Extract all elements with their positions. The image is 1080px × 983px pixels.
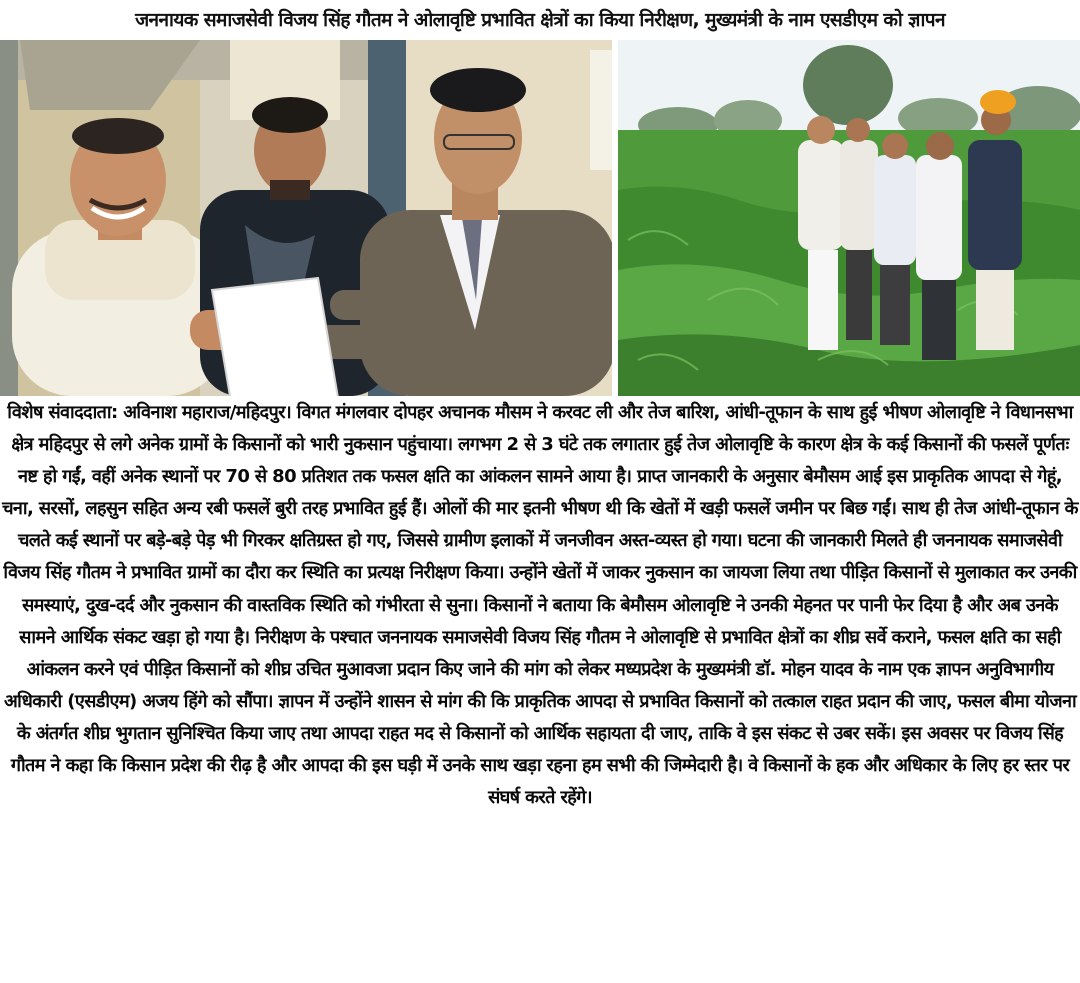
article-body: विशेष संवाददाता: अविनाश महाराज/महिदपुर। विगत मंगलवार दोपहर अचानक मौसम ने करवट ली और तेज बारिश, आंधी-तूफान के साथ हुई भीषण ओलावृष्टि ने विधानसभा क्षेत्र महिदपुर से लगे अनेक ग्रामों के किसानों को भारी नुकसान पहुंचाया। लगभग 2 से 3 घंटे तक लगातार हुई तेज ओलावृष्टि के कारण क्षेत्र के कई किसानों की फसलें पूर्णतः नष्ट हो गईं, वहीं अनेक स्थानों पर 70 से 80 प्रतिशत तक फसल क्षति का आंकलन सामने आया है। प्राप्त जानकारी के अनुसार बेमौसम आई इस प्राकृतिक आपदा से गेहूं, चना, सरसों, लहसुन सहित अन्य रबी फसलें बुरी तरह प्रभावित हुई हैं। ओलों की मार इतनी भीषण थी कि खेतों में खड़ी फसलें जमीन पर बिछ गईं। साथ ही तेज आंधी-तूफान के चलते कई स्थानों पर बड़े-बड़े पेड़ भी गिरकर क्षतिग्रस्त हो गए, जिससे ग्रामीण इलाकों में जनजीवन अस्त-व्यस्त हो गया। घटना की जानकारी मिलते ही जननायक समाजसेवी विजय सिंह गौतम ने प्रभावित ग्रामों का दौरा कर स्थिति का प्रत्यक्ष निरीक्षण किया। उन्होंने खेतों में जाकर नुकसान का जायजा लिया तथा पीड़ित किसानों से मुलाकात कर उनकी समस्याएं, दुख-दर्द और नुकसान की वास्तविक स्थिति को गंभीरता से सुना। किसानों ने बताया कि बेमौसम ओलावृष्टि ने उनकी मेहनत पर पानी फेर दिया है और अब उनके सामने आर्थिक संकट खड़ा हो गया है। निरीक्षण के पश्चात जननायक समाजसेवी विजय सिंह गौतम ने ओलावृष्टि से प्रभावित क्षेत्रों का शीघ्र सर्वे कराने, फसल क्षति का सही आंकलन करने एवं पीड़ित किसानों को शीघ्र उचित मुआवजा प्रदान किए जाने की मांग को लेकर मध्यप्रदेश के मुख्यमंत्री डॉ. मोहन यादव के नाम एक ज्ञापन अनुविभागीय अधिकारी (एसडीएम) अजय हिंगे को सौंपा। ज्ञापन में उन्होंने शासन से मांग की कि प्राकृतिक आपदा से प्रभावित किसानों को तत्काल राहत प्रदान की जाए, फसल बीमा योजना के अंतर्गत शीघ्र भुगतान सुनिश्चित किया जाए तथा आपदा राहत मद से किसानों को आर्थिक सहायता दी जाए, ताकि वे इस संकट से उबर सकें। इस अवसर पर विजय सिंह गौतम ने कहा कि किसान प्रदेश की रीढ़ है और आपदा की इस घड़ी में उनके साथ खड़ा रहना हम सभी की जिम्मेदारी है। वे किसानों के हक और अधिकार के लिए हर स्तर पर संघर्ष करते रहेंगे। (2, 402, 1078, 809)
memorandum-handover-photo (0, 40, 612, 396)
crop-field-inspection-photo (618, 40, 1080, 396)
headline: जननायक समाजसेवी विजय सिंह गौतम ने ओलावृष्टि प्रभावित क्षेत्रों का किया निरीक्षण, मुख्यमंत्री के नाम एसडीएम को ज्ञापन (135, 9, 945, 31)
